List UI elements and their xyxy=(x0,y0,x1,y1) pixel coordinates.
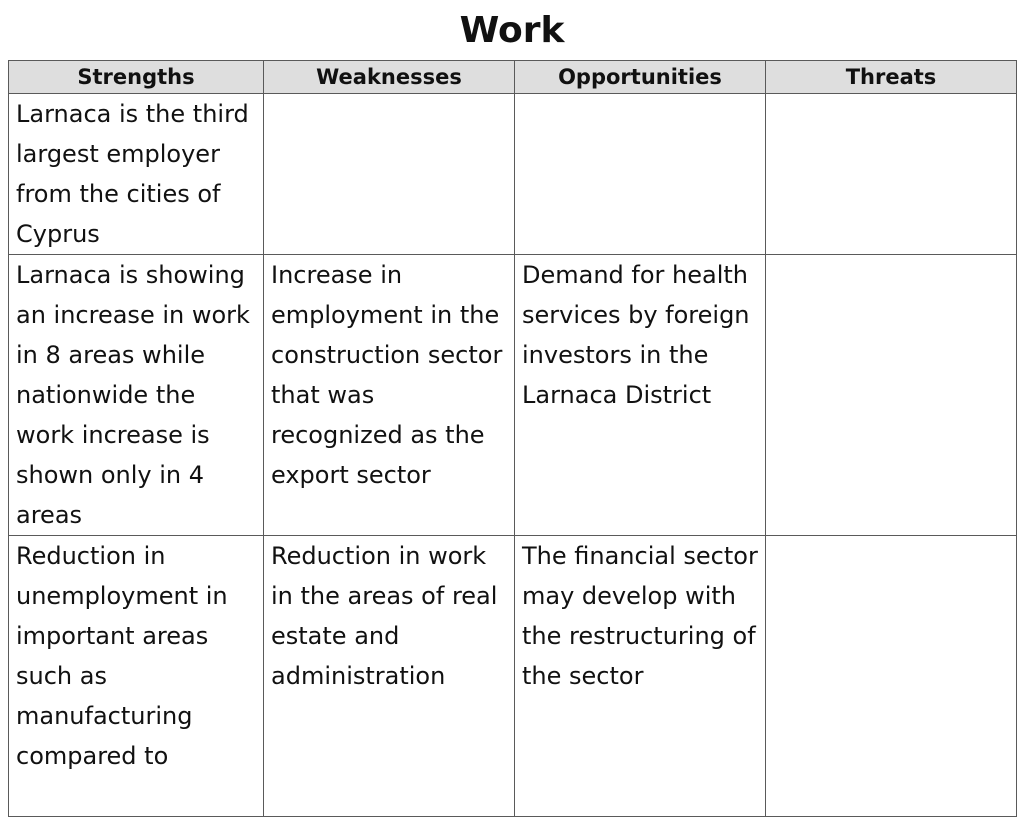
cell-strengths: Reduction in unemployment in important areas such as manufacturing compared to xyxy=(9,536,264,817)
swot-table xyxy=(8,60,1017,817)
header-strengths: Strengths xyxy=(9,61,264,94)
cell-threats xyxy=(766,94,1017,255)
cell-weaknesses: Increase in employment in the construction sector that was recognized as the export sector xyxy=(264,255,515,536)
cell-opportunities: Demand for health services by foreign investors in the Larnaca District xyxy=(515,255,766,536)
cell-weaknesses: Reduction in work in the areas of real estate and administration xyxy=(264,536,515,817)
cell-threats xyxy=(766,536,1017,817)
table-row xyxy=(9,94,1017,255)
page-title: Work xyxy=(459,10,565,51)
header-threats: Threats xyxy=(766,61,1017,94)
cell-opportunities xyxy=(515,94,766,255)
cell-opportunities: The financial sector may develop with the restructuring of the sector xyxy=(515,536,766,817)
table-row xyxy=(9,255,1017,536)
header-weaknesses: Weaknesses xyxy=(264,61,515,94)
cell-strengths: Larnaca is showing an increase in work in 8 areas while nationwide the work increase is shown only in 4 areas xyxy=(9,255,264,536)
header-opportunities: Opportunities xyxy=(515,61,766,94)
cell-strengths: Larnaca is the third largest employer from the cities of Cyprus xyxy=(9,94,264,255)
table-row xyxy=(9,536,1017,817)
header-row xyxy=(9,61,1017,94)
cell-weaknesses xyxy=(264,94,515,255)
cell-threats xyxy=(766,255,1017,536)
